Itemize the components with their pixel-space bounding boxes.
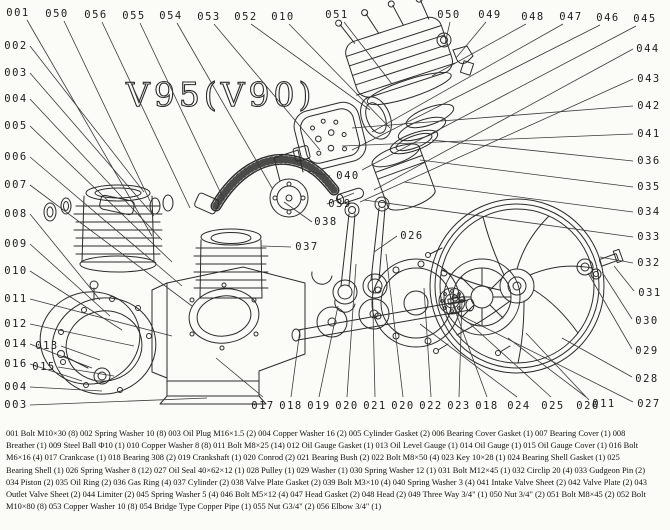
three-way-fitting-drawing <box>437 33 474 75</box>
callout-010: 010 <box>271 11 295 23</box>
callout-030: 030 <box>635 315 659 327</box>
callout-042: 042 <box>637 100 661 112</box>
callout-026: 026 <box>576 400 600 412</box>
callout-037: 037 <box>295 241 319 253</box>
callout-002: 002 <box>4 40 28 52</box>
leader-line-011 <box>30 299 172 336</box>
callout-041: 041 <box>637 128 661 140</box>
callout-043: 043 <box>637 73 661 85</box>
callout-021: 021 <box>363 400 387 412</box>
callout-022: 022 <box>419 400 443 412</box>
callout-033: 033 <box>637 231 661 243</box>
callout-001: 001 <box>6 7 30 19</box>
callout-011: 011 <box>592 398 616 410</box>
callout-052: 052 <box>234 11 258 23</box>
callout-004: 004 <box>4 93 28 105</box>
callout-053: 053 <box>197 11 221 23</box>
parts-list-line: 034 Piston (2) 035 Oil Ring (2) 036 Gas Ring (4) 037 Cylinder (2) 038 Valve Plate Gasket (2) 039 Bolt M3×10 (4) 040 Spring Washer 3 (4) 041 Intake Valve Sheet (2) 042 Valve Plate (2) 043 <box>6 477 647 487</box>
callout-012: 012 <box>4 318 28 330</box>
parts-list-line: Bearing Shell (1) 026 Spring Washer 8 (12) 027 Oil Seal 40×62×12 (1) 028 Pulley (1) 029 Washer (1) 030 Spring Washer 12 (1) 031 Bolt M12×45 (1) 032 Circlip 20 (4) 033 Gudgeon Pin (2) <box>6 465 646 475</box>
callout-011: 011 <box>4 293 28 305</box>
callout-023: 023 <box>447 400 471 412</box>
leader-line-005 <box>30 126 172 262</box>
callout-018: 018 <box>475 400 499 412</box>
leader-line-004 <box>30 99 162 240</box>
model-title: V95(V90) <box>126 75 316 114</box>
leader-line-048 <box>432 24 526 76</box>
callout-031: 031 <box>638 287 662 299</box>
callout-013: 013 <box>35 340 59 352</box>
callout-008: 008 <box>4 208 28 220</box>
callout-027: 027 <box>637 398 661 410</box>
leader-line-027 <box>454 312 633 402</box>
callout-006: 006 <box>4 151 28 163</box>
callout-020: 020 <box>391 400 415 412</box>
callout-032: 032 <box>637 257 661 269</box>
center-cylinder-drawing <box>194 229 268 298</box>
leader-line-030 <box>602 272 632 319</box>
callout-054: 054 <box>159 10 183 22</box>
leader-line-045 <box>362 26 636 170</box>
callout-044: 044 <box>636 43 660 55</box>
leader-line-017 <box>216 358 263 397</box>
callout-003: 003 <box>4 399 28 411</box>
leader-line-047 <box>372 24 563 132</box>
leader-line-035 <box>420 160 633 187</box>
callout-055: 055 <box>122 10 146 22</box>
callout-050: 050 <box>437 9 461 21</box>
callout-015: 015 <box>32 361 56 373</box>
callout-049: 049 <box>478 9 502 21</box>
callout-026: 026 <box>400 230 424 242</box>
callout-017: 017 <box>251 400 275 412</box>
callout-020: 020 <box>335 400 359 412</box>
callout-051: 051 <box>325 9 349 21</box>
parts-list-line: Breather (1) 009 Steel Ball Φ10 (1) 010 Copper Washer 8 (8) 011 Bolt M8×25 (14) 012 Oil Gauge Gasket (1) 013 Oil Level Gauge (1) 014 Oil Gauge (1) 015 Oil Gauge Cover (1) 016 Bolt <box>6 441 639 451</box>
callout-016: 016 <box>4 358 28 370</box>
callout-047: 047 <box>559 11 583 23</box>
parts-list-line: Outlet Valve Sheet (2) 044 Limiter (2) 045 Spring Washer 5 (4) 046 Bolt M5×12 (4) 047 Head Gasket (2) 048 Head (2) 049 Three Way 3/4" (1) 050 Nut 3/4" (2) 051 Bolt M8×45 (2) 052 Bolt <box>6 489 646 499</box>
leader-line-004 <box>30 387 102 391</box>
leader-line-024 <box>420 324 517 397</box>
callout-040: 040 <box>336 170 360 182</box>
leader-line-031 <box>614 266 634 291</box>
leader-line-018 <box>291 330 300 397</box>
leader-line-009 <box>30 244 110 316</box>
callout-045: 045 <box>633 13 657 25</box>
leader-line-002 <box>30 46 144 192</box>
leader-line-043 <box>360 79 633 202</box>
pulley-bolt-drawing <box>577 249 623 279</box>
leader-line-032 <box>600 257 633 263</box>
parts-list <box>6 428 664 513</box>
parts-list-line: M10×80 (8) 053 Copper Washer 10 (8) 054 Bridge Type Copper Pipe (1) 055 Nut G3/4" (2) 056 Elbow 3/4" (1) <box>6 502 382 512</box>
leader-line-037 <box>262 246 291 247</box>
callout-035: 035 <box>637 181 661 193</box>
callout-014: 014 <box>4 338 28 350</box>
callout-050: 050 <box>45 8 69 20</box>
callout-018: 018 <box>279 400 303 412</box>
callout-039: 039 <box>328 198 352 210</box>
parts-list-line: 001 Bolt M10×30 (8) 002 Spring Washer 10 (8) 003 Oil Plug M16×1.5 (2) 004 Copper Washer 16 (2) 005 Cylinder Gasket (2) 006 Bearing Cover Gasket (1) 007 Bearing Cover (1) 008 <box>6 429 626 438</box>
leader-line-036 <box>432 140 633 161</box>
callout-029: 029 <box>635 345 659 357</box>
callout-034: 034 <box>637 206 661 218</box>
callout-019: 019 <box>307 400 331 412</box>
bearing-shell-drawing <box>444 259 520 335</box>
callout-007: 007 <box>4 179 28 191</box>
leader-line-008 <box>30 214 100 300</box>
callout-005: 005 <box>4 120 28 132</box>
leader-line-001 <box>27 20 152 236</box>
leader-line-034 <box>404 182 633 212</box>
parts-list-line: M6×16 (4) 017 Crankcase (1) 018 Bearing 308 (2) 019 Crankshaft (1) 020 Conrod (2) 021 Bearing Bush (2) 022 Bolt M8×50 (4) 023 Key 10×28 (1) 024 Bearing Shell Gasket (1) 025 <box>6 453 620 463</box>
callout-003: 003 <box>4 67 28 79</box>
leader-line-038 <box>284 202 312 222</box>
callout-024: 024 <box>507 400 531 412</box>
callout-048: 048 <box>521 11 545 23</box>
leader-line-011 <box>526 333 589 400</box>
callout-036: 036 <box>637 155 661 167</box>
callout-009: 009 <box>4 238 28 250</box>
callout-010: 010 <box>4 265 28 277</box>
leader-line-056 <box>102 22 190 208</box>
callout-028: 028 <box>635 373 659 385</box>
leader-line-042 <box>352 106 633 128</box>
callout-025: 025 <box>541 400 565 412</box>
head-gasket-drawing <box>355 92 397 143</box>
callout-046: 046 <box>596 12 620 24</box>
leader-line-026 <box>374 236 397 252</box>
callout-004: 004 <box>4 381 28 393</box>
callout-056: 056 <box>84 9 108 21</box>
callout-038: 038 <box>314 216 338 228</box>
conrod-drawing <box>312 197 389 312</box>
